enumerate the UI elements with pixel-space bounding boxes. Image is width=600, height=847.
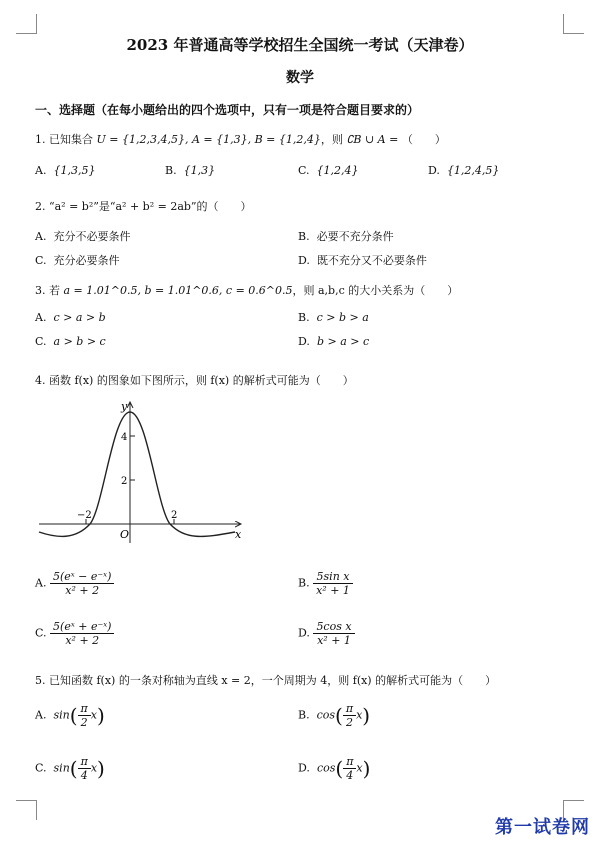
section-heading: 一、选择题（在每小题给出的四个选项中，只有一项是符合题目要求的） (35, 103, 420, 117)
q4-option-a[interactable]: A. $\frac{\text{5(eˣ − e⁻ˣ)}}{\text{x² + 2}}$ (35, 570, 114, 597)
q1-option-d[interactable]: D. {1,2,4,5} (428, 164, 500, 177)
site-watermark: 第一试卷网 (495, 817, 590, 838)
question-3 (35, 282, 458, 298)
q1-option-c[interactable]: C. {1,2,4} (298, 164, 359, 177)
crop-mark (36, 14, 37, 34)
x-tick-label: −2 (77, 510, 92, 521)
q4-option-b[interactable]: B. $\frac{\text{5sin x}}{\text{x² + 1}}$ (298, 570, 353, 597)
question-5: 5. 已知函数 f(x) 的一条对称轴为直线 x = 2，一个周期为 4，则 f(x) 的解析式可能为（ ） (35, 674, 497, 687)
q1-option-b[interactable]: B. {1,3} (165, 164, 216, 177)
q1-blank: （ ） (401, 133, 446, 146)
crop-mark (563, 14, 564, 34)
crop-mark (36, 800, 37, 820)
function-curve (39, 412, 235, 536)
crop-mark (16, 800, 36, 801)
q1-option-a[interactable]: A. {1,3,5} (35, 164, 96, 177)
q3-values: a = 1.01^0.5, b = 1.01^0.6, c = 0.6^0.5 (63, 284, 293, 297)
function-graph (35, 398, 250, 548)
q5-option-c[interactable]: C. sin( $\frac{\pi}{4}$ x) (35, 755, 105, 782)
q2-option-a[interactable]: A. 充分不必要条件 (35, 230, 131, 243)
q2-option-b[interactable]: B. 必要不充分条件 (298, 230, 394, 243)
q5-option-b[interactable]: B. cos( $\frac{\pi}{2}$ x) (298, 702, 371, 729)
y-tick-label: 2 (121, 476, 128, 487)
x-tick-label: 2 (171, 510, 178, 521)
q5-option-d[interactable]: D. cos( $\frac{\pi}{4}$ x) (298, 755, 371, 782)
q1-prefix: 1. 已知集合 (35, 133, 93, 146)
q1-sets: U = {1,2,3,4,5}, A = {1,3}, B = {1,2,4} (96, 133, 321, 146)
subject-title: 数学 (286, 70, 314, 86)
q1-suffix: ，则 (320, 133, 343, 146)
q2-option-c[interactable]: C. 充分必要条件 (35, 254, 120, 267)
question-4: 4. 函数 f(x) 的图象如下图所示，则 f(x) 的解析式可能为（ ） (35, 374, 354, 387)
q3-option-c[interactable]: C. a > b > c (35, 335, 106, 348)
question-2: 2. “a² = b²”是“a² + b² = 2ab”的（ ） (35, 200, 252, 213)
y-tick-label: 4 (121, 432, 128, 443)
q3-option-d[interactable]: D. b > a > c (298, 335, 370, 348)
q3-suffix: ，则 a,b,c 的大小关系为（ ） (292, 284, 459, 297)
q2-option-d[interactable]: D. 既不充分又不必要条件 (298, 254, 427, 267)
origin-label: O (120, 528, 130, 541)
y-axis-label: y (121, 400, 128, 413)
q3-option-b[interactable]: B. c > b > a (298, 311, 369, 324)
q3-option-a[interactable]: A. c > a > b (35, 311, 106, 324)
x-axis-label: x (235, 528, 242, 541)
q5-option-a[interactable]: A. sin( $\frac{\pi}{2}$ x) (35, 702, 105, 729)
q4-option-c[interactable]: C. $\frac{\text{5(eˣ + e⁻ˣ)}}{\text{x² + 2}}$ (35, 620, 114, 647)
exam-title: 2023 年普通高等学校招生全国统一考试（天津卷） (126, 36, 474, 54)
q1-expression: ∁B ∪ A = (346, 133, 399, 146)
crop-mark (564, 800, 584, 801)
q3-prefix: 3. 若 (35, 284, 60, 297)
question-1 (35, 131, 446, 147)
q4-option-d[interactable]: D. $\frac{\text{5cos x}}{\text{x² + 1}}$ (298, 620, 355, 647)
